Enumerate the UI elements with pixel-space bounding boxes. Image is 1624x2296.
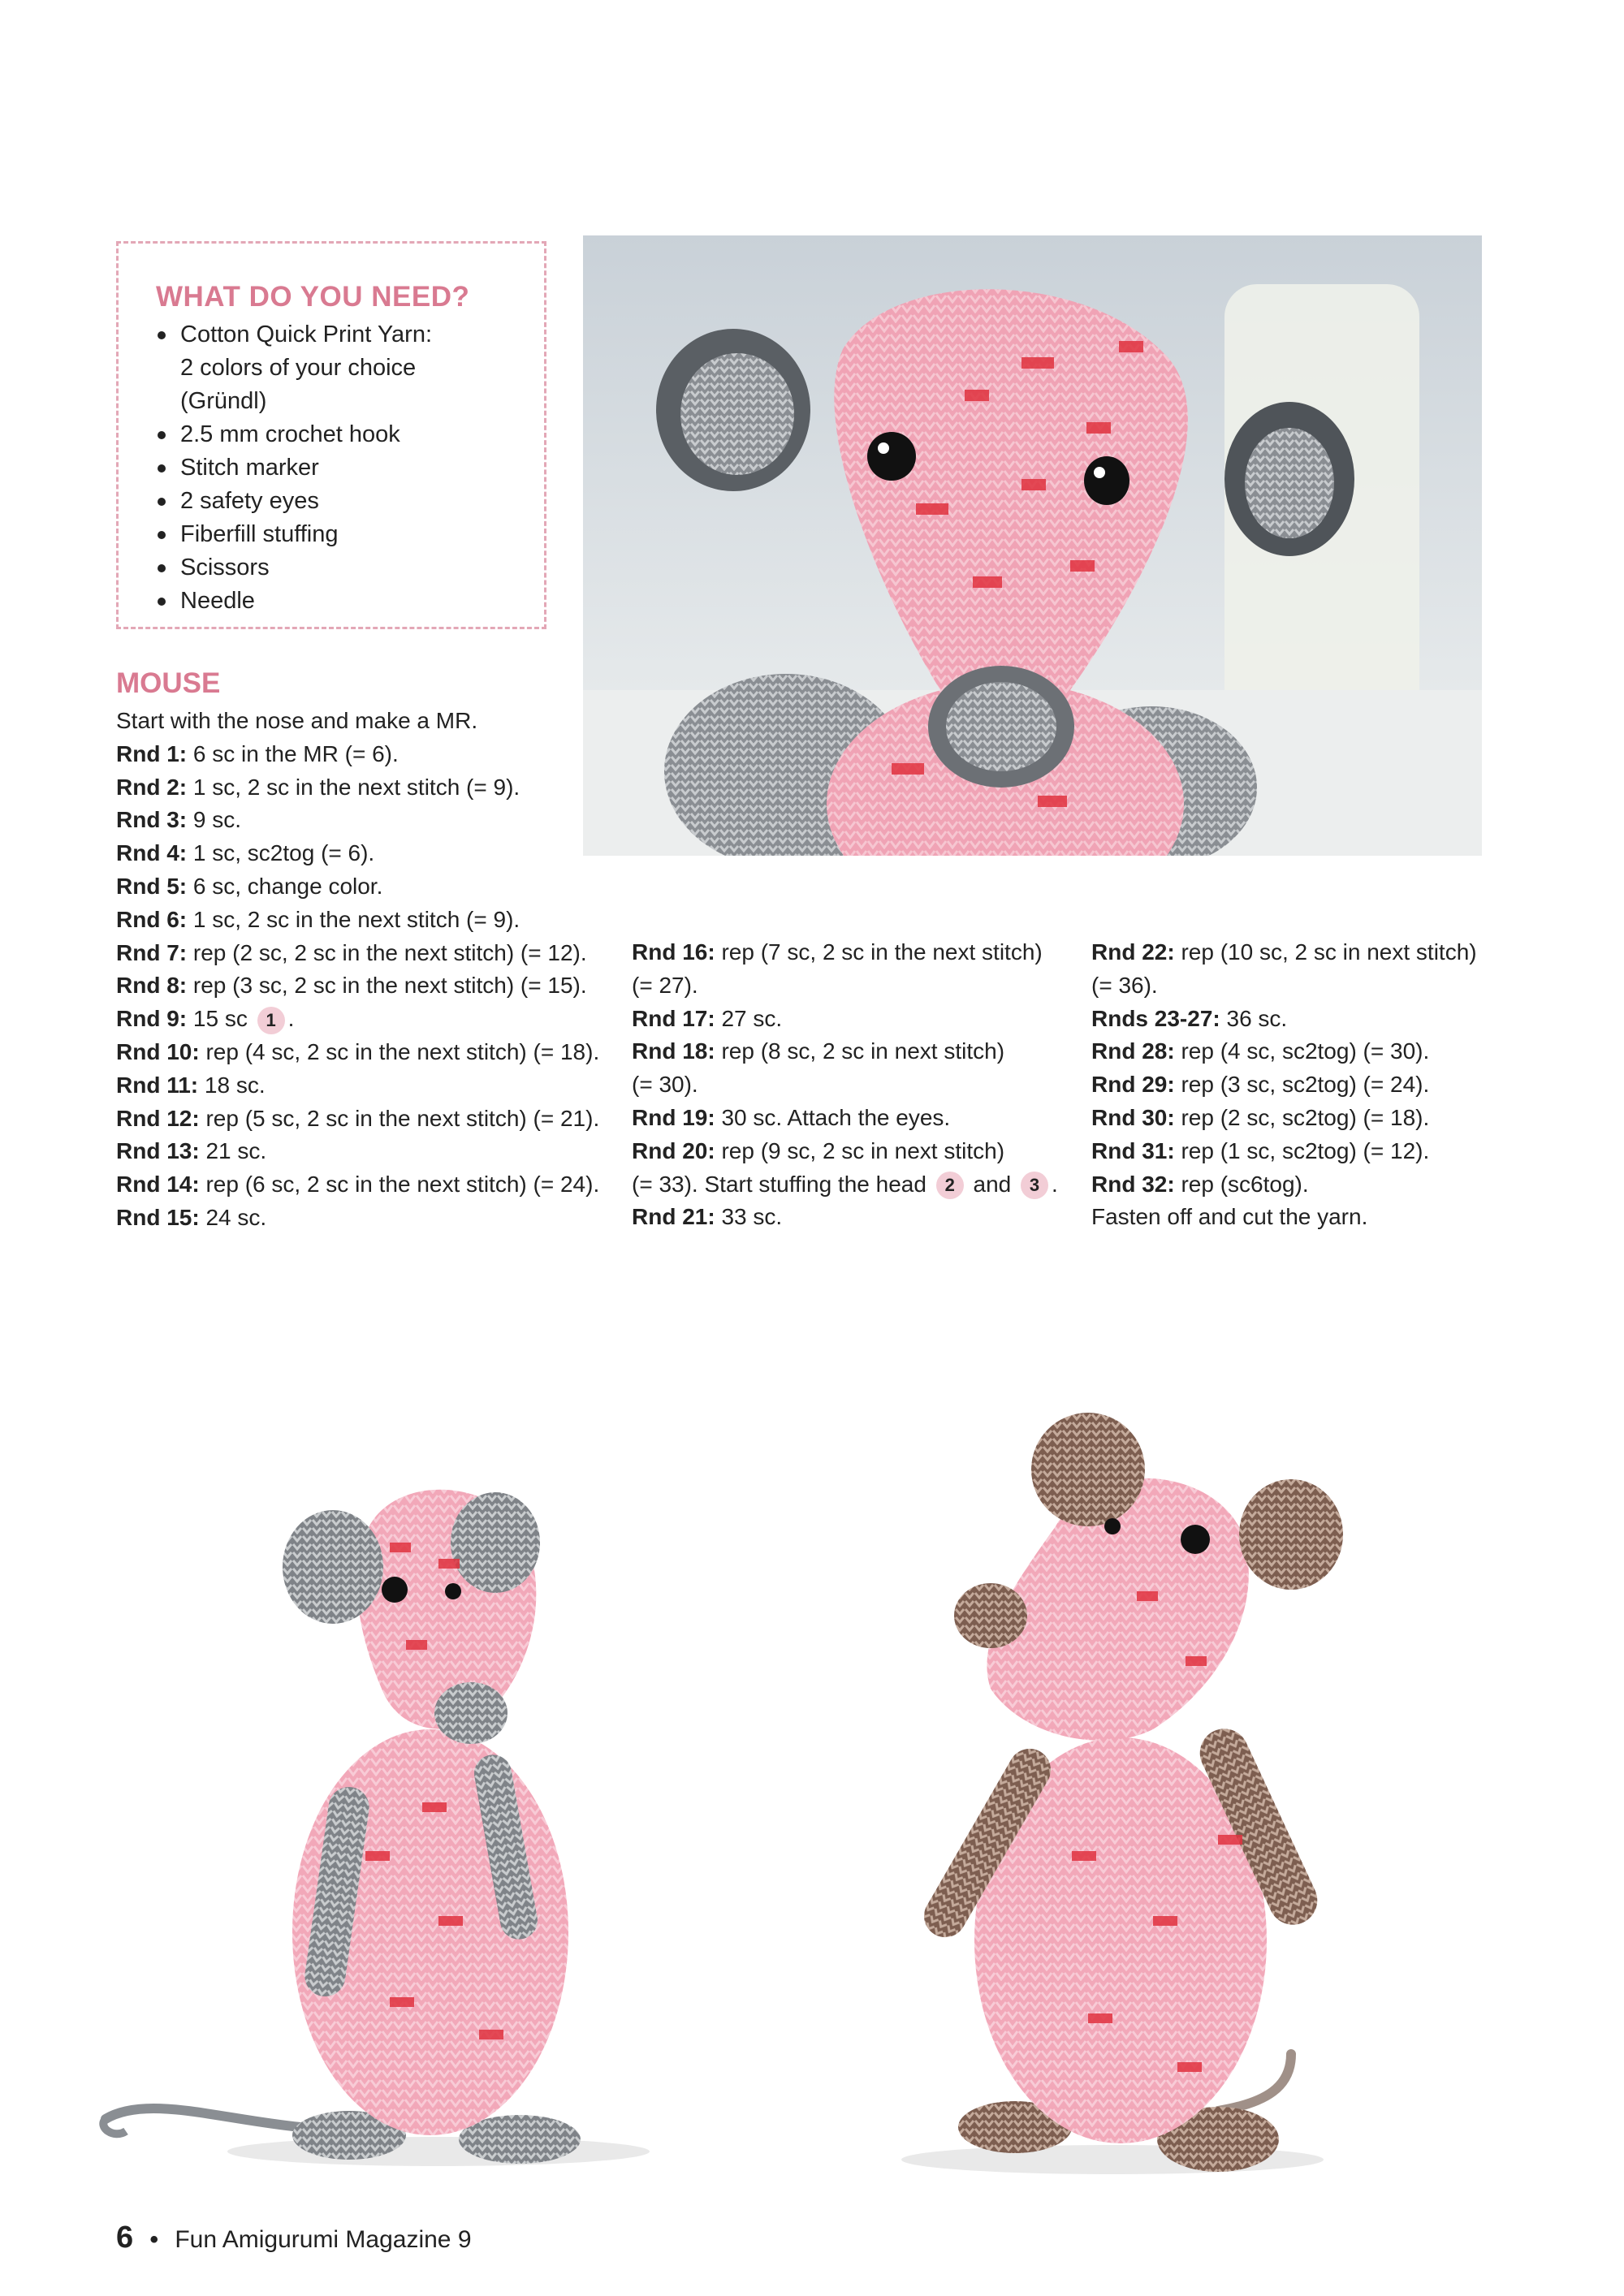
two-mice-illustration [97,1348,1429,2192]
two-mice-photo [97,1348,1429,2192]
pattern-row: Rnd 21: 33 sc. [632,1204,783,1230]
materials-box [116,241,546,629]
materials-title: WHAT DO YOU NEED? [156,281,470,313]
pattern-column-1 [116,705,620,1235]
pattern-row-continued: (= 33). Start stuffing the head 2 and 3 . [632,1168,1070,1202]
pattern-row: Rnd 22: rep (10 sc, 2 sc in next stitch) [1091,939,1477,965]
mouse-closeup-illustration [583,235,1482,856]
pattern-column-3 [1091,936,1546,1234]
pattern-row: Rnd 20: rep (9 sc, 2 sc in next stitch) [632,1137,1005,1163]
step-photo-badge: 2 [936,1172,964,1199]
pattern-row: Rnds 23-27: 36 sc. [1091,1005,1288,1031]
pattern-row: Rnd 9: 15 sc 1 . [116,1003,620,1036]
pattern-row: Rnd 1: 6 sc in the MR (= 6). [116,740,399,766]
pattern-intro: Start with the nose and make a MR. [116,708,478,733]
footer-bullet: • [149,2226,158,2253]
pattern-row: Rnd 14: rep (6 sc, 2 sc in the next stitch) (= 24). [116,1172,600,1198]
materials-item: Cotton Quick Print Yarn: [156,318,544,352]
pattern-row: Rnd 6: 1 sc, 2 sc in the next stitch (= 9). [116,906,520,932]
pattern-row: Rnd 18: rep (8 sc, 2 sc in next stitch) [632,1038,1005,1064]
pattern-row: Rnd 29: rep (3 sc, sc2tog) (= 24). [1091,1072,1430,1098]
step-photo-badge: 3 [1021,1172,1048,1199]
materials-item: 2 safety eyes [156,485,544,518]
pattern-row: Rnd 32: rep (sc6tog). [1091,1171,1309,1197]
pattern-row: Rnd 7: rep (2 sc, 2 sc in the next stitch) (= 12). [116,939,587,965]
pattern-row: Rnd 10: rep (4 sc, 2 sc in the next stitch) (= 18). [116,1038,600,1064]
pattern-row: Rnd 16: rep (7 sc, 2 sc in the next stitch) [632,939,1043,965]
pattern-row: Rnd 2: 1 sc, 2 sc in the next stitch (= 9). [116,774,520,800]
pattern-row: Rnd 13: 21 sc. [116,1138,267,1164]
mouse-closeup-photo [583,235,1482,856]
page-number: 6 [116,2220,134,2255]
pattern-row: Rnd 3: 9 sc. [116,807,242,833]
pattern-row: Rnd 19: 30 sc. Attach the eyes. [632,1104,951,1130]
section-title-mouse: MOUSE [116,667,221,699]
pattern-row: Rnd 4: 1 sc, sc2tog (= 6). [116,840,375,866]
pattern-column-2 [632,936,1070,1234]
pattern-row: Rnd 15: 24 sc. [116,1204,267,1230]
materials-item-continued: (Gründl) [180,388,267,414]
pattern-row: Rnd 31: rep (1 sc, sc2tog) (= 12). [1091,1137,1430,1163]
pattern-row-continued: (= 30). [632,1072,698,1098]
materials-item: Scissors [156,551,544,585]
pattern-row: Rnd 12: rep (5 sc, 2 sc in the next stitch) (= 21). [116,1105,600,1131]
pattern-row: Rnd 11: 18 sc. [116,1072,266,1098]
pattern-row: Rnd 30: rep (2 sc, sc2tog) (= 18). [1091,1104,1430,1130]
materials-item: Fiberfill stuffing [156,518,544,551]
materials-item: Needle [156,585,544,618]
pattern-row-continued: (= 27). [632,972,698,998]
page-footer [116,2220,472,2255]
pattern-row: Rnd 28: rep (4 sc, sc2tog) (= 30). [1091,1038,1430,1064]
magazine-title: Fun Amigurumi Magazine 9 [175,2226,472,2253]
pattern-row: Rnd 5: 6 sc, change color. [116,873,383,899]
materials-list [156,318,544,618]
pattern-row: Rnd 17: 27 sc. [632,1005,783,1031]
pattern-finish: Fasten off and cut the yarn. [1091,1204,1368,1230]
step-photo-badge: 1 [257,1007,285,1034]
pattern-row-continued: (= 36). [1091,972,1158,998]
materials-item-continued: 2 colors of your choice [180,355,417,381]
pattern-row: Rnd 8: rep (3 sc, 2 sc in the next stitch) (= 15). [116,973,587,999]
materials-item: 2.5 mm crochet hook [156,418,544,451]
materials-item: Stitch marker [156,451,544,485]
